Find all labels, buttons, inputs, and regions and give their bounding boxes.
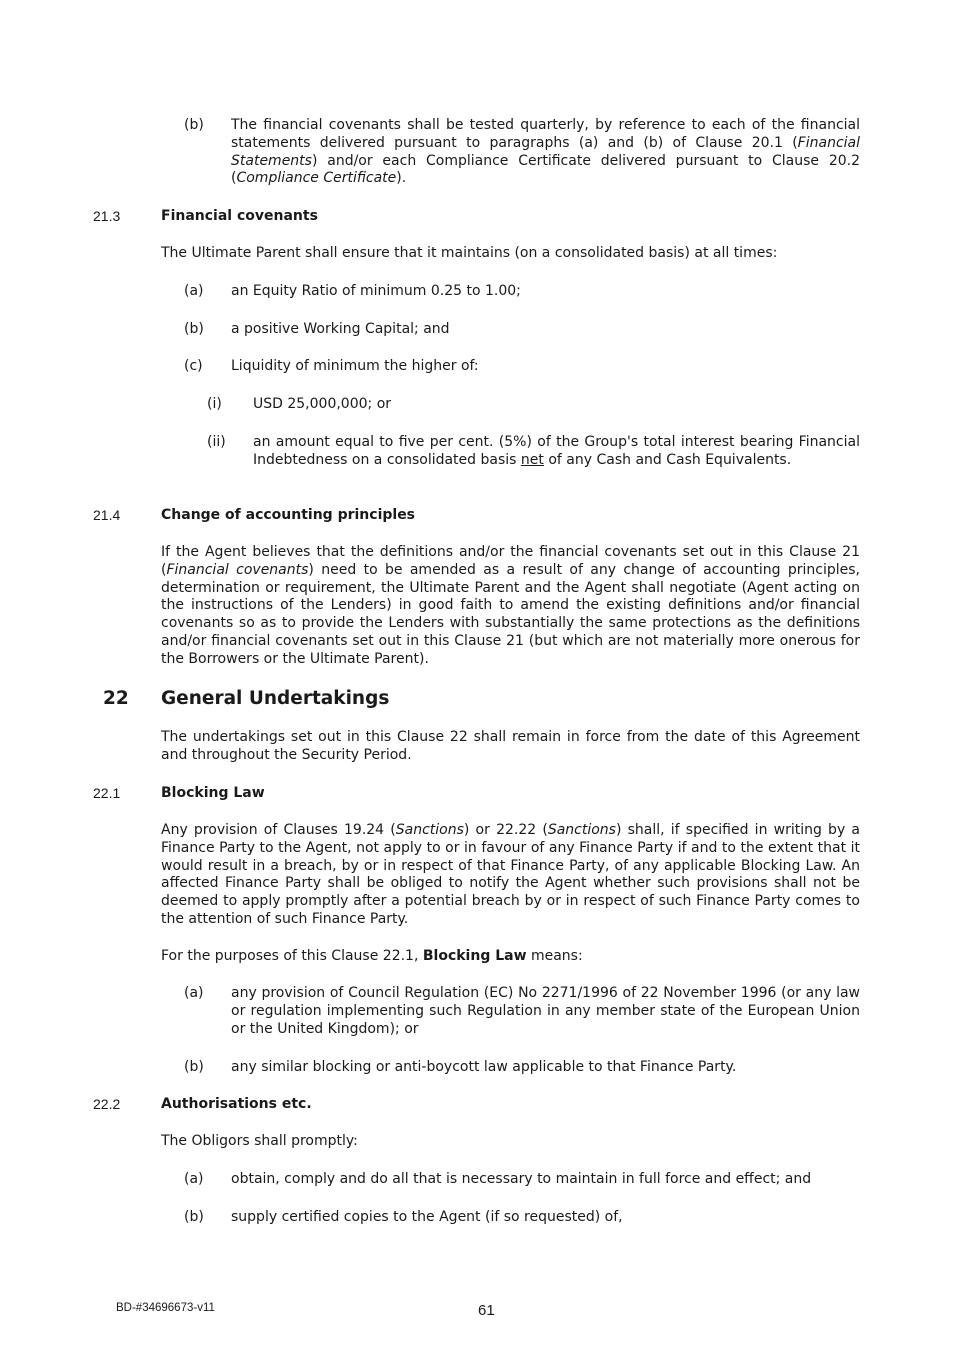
section-heading-change-of-accounting: Change of accounting principles	[161, 507, 416, 523]
item-liquidity: Liquidity of minimum the higher of:	[231, 358, 479, 374]
section-number-22-1: 22.1	[93, 785, 121, 801]
paragraph-financial-covenants-testing: The financial covenants shall be tested quarterly, by reference to each of the financial statements delivered pursuant to paragraphs (a) and (b) of Clause 20.1 (Financial Statements) and/or each Compliance Certificate delivered pursuant to Clause 20.2 (Compliance Certificate).	[231, 117, 860, 187]
item-label: (b)	[184, 1059, 204, 1075]
section-number-22-2: 22.2	[93, 1096, 121, 1112]
page-number: 61	[478, 1302, 495, 1319]
section-number-21-3: 21.3	[93, 208, 121, 224]
item-label: (a)	[184, 985, 204, 1001]
item-anti-boycott: any similar blocking or anti-boycott law applicable to that Finance Party.	[231, 1059, 737, 1075]
section-heading-authorisations: Authorisations etc.	[161, 1096, 312, 1112]
item-supply-copies: supply certified copies to the Agent (if so requested) of,	[231, 1209, 623, 1225]
section-number-21-4: 21.4	[93, 507, 121, 523]
item-obtain-comply: obtain, comply and do all that is necessary to maintain in full force and effect; and	[231, 1171, 812, 1187]
item-label: (b)	[184, 117, 204, 133]
subitem-five-percent: an amount equal to five per cent. (5%) of the Group's total interest bearing Financial Indebtedness on a consolidated basis net of any Cash and Cash Equivalents.	[253, 434, 860, 468]
item-label: (c)	[184, 358, 203, 374]
subitem-label: (i)	[207, 396, 222, 412]
paragraph-blocking-law-definition: For the purposes of this Clause 22.1, Blocking Law means:	[161, 948, 583, 964]
paragraph-undertakings-in-force: The undertakings set out in this Clause 22 shall remain in force from the date of this Agreement and throughout the Security Period.	[161, 729, 860, 763]
subitem-label: (ii)	[207, 434, 226, 450]
paragraph-change-of-accounting: If the Agent believes that the definitions and/or the financial covenants set out in this Clause 21 (Financial covenants) need to be amended as a result of any change of accounting principles, determination or requirement, the Ultimate Parent and the Agent shall negotiate (Agent acting on the instructions of the Lenders) in good faith to amend the existing definitions and/or financial covenants so as to provide the Lenders with substantially the same protections as the definitions and/or financial covenants set out in this Clause 21 (but which are not materially more onerous for the Borrowers or the Ultimate Parent).	[161, 544, 860, 667]
section-heading-blocking-law: Blocking Law	[161, 785, 265, 801]
item-equity-ratio: an Equity Ratio of minimum 0.25 to 1.00;	[231, 283, 521, 299]
paragraph-blocking-law: Any provision of Clauses 19.24 (Sanctions) or 22.22 (Sanctions) shall, if specified in writing by a Finance Party to the Agent, not apply to or in favour of any Finance Party if and to the extent that it would result in a breach, by or in respect of that Finance Party, of any applicable Blocking Law. An affected Finance Party shall be obliged to notify the Agent whether such provisions shall not be deemed to apply promptly after a potential breach by or in respect of such Finance Party comes to the attention of such Finance Party.	[161, 822, 861, 927]
paragraph-ultimate-parent: The Ultimate Parent shall ensure that it maintains (on a consolidated basis) at all times:	[161, 245, 778, 261]
document-reference: BD-#34696673-v11	[116, 1302, 215, 1314]
item-label: (a)	[184, 1171, 204, 1187]
item-label: (a)	[184, 283, 204, 299]
subitem-usd-amount: USD 25,000,000; or	[253, 396, 392, 412]
item-label: (b)	[184, 321, 204, 337]
section-heading-financial-covenants: Financial covenants	[161, 208, 318, 224]
item-label: (b)	[184, 1209, 204, 1225]
paragraph-obligors-promptly: The Obligors shall promptly:	[161, 1133, 358, 1149]
clause-number-22: 22	[103, 688, 129, 709]
item-council-regulation: any provision of Council Regulation (EC) No 2271/1996 of 22 November 1996 (or any law or regulation implementing such Regulation in any member state of the European Union or the United Kingdom); or	[231, 985, 860, 1037]
item-working-capital: a positive Working Capital; and	[231, 321, 450, 337]
clause-heading-general-undertakings: General Undertakings	[161, 688, 390, 709]
